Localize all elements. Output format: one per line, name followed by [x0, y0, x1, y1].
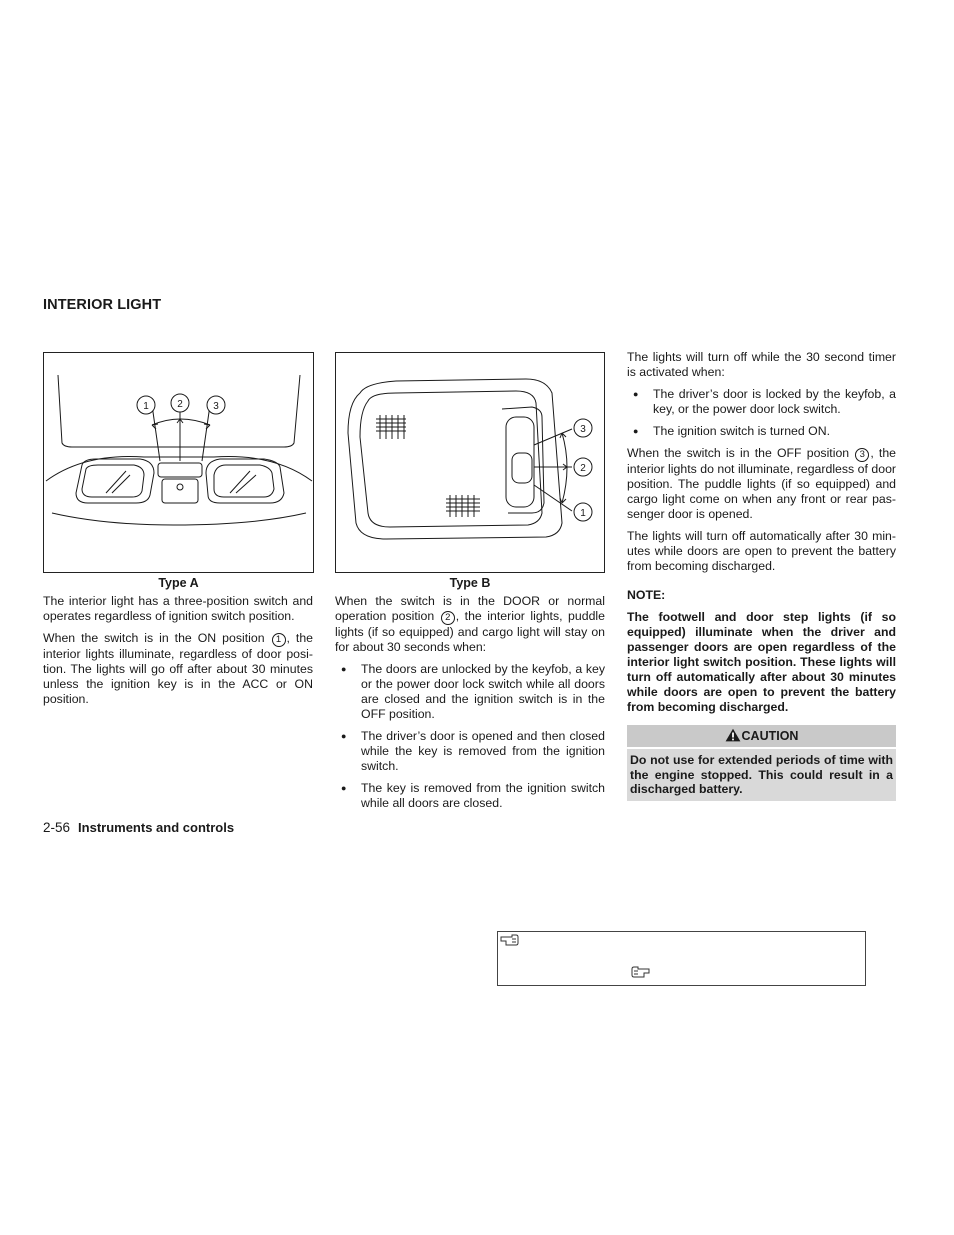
column-2-text [335, 594, 605, 818]
overhead-lamp-illustration-b [336, 353, 604, 572]
list-item: ● The key is removed from the ignition switch while all doors are closed. [335, 781, 605, 811]
overhead-console-illustration-a [44, 353, 313, 572]
list-item: ● The doors are unlocked by the keyfob, a key or the power door lock switch while all doors are closed and the ignition switch is in the OFF position. [335, 662, 605, 722]
figure-type-b [335, 352, 605, 573]
caution-text: Do not use for extended periods of time with the engine stopped. This could result in a discharged battery. [627, 749, 896, 801]
paragraph: The lights will turn off while the 30 second timer is activated when: [627, 350, 896, 379]
paragraph-door-position: When the switch is in the DOOR or normal operation position 2 , the interior lights, puddle lights (if so equipped) and cargo light will stay on for about 30 seconds when: [335, 594, 605, 654]
position-number-3: 3 [855, 448, 869, 462]
position-number-2: 2 [441, 611, 455, 625]
paragraph-off-position: When the switch is in the OFF position 3 , the interior lights do not illuminate, regardless of door position. The puddle lights (if so equipped) and cargo light come on when any front or rear pas-senger door is opened. [627, 446, 896, 521]
caution-header [627, 725, 896, 747]
callout-a-3: 3 [213, 401, 219, 412]
timer-conditions-list [627, 387, 896, 439]
caution-box [627, 725, 896, 801]
section-title: INTERIOR LIGHT [43, 297, 162, 313]
column-1-text [43, 594, 313, 714]
warning-triangle-icon [725, 728, 741, 742]
position-number-1: 1 [272, 633, 286, 647]
callout-b-2: 2 [580, 463, 586, 474]
paragraph: The lights will turn off automatically after 30 min-utes while doors are open to prevent the battery from becoming discharged. [627, 529, 896, 573]
reference-box [497, 931, 866, 986]
callout-b-1: 1 [580, 508, 586, 519]
note-heading: NOTE: [627, 588, 666, 602]
pointing-hand-icon [500, 934, 520, 946]
callout-a-1: 1 [143, 401, 149, 412]
pointing-hand-icon [630, 966, 650, 978]
list-item: ● The ignition switch is turned ON. [627, 424, 896, 439]
figure-a-caption: Type A [158, 576, 199, 590]
chapter-title: Instruments and controls [78, 820, 235, 835]
door-conditions-list [335, 662, 605, 811]
paragraph-on-position: When the switch is in the ON position 1 , the interior lights illuminate, regardless of door posi-tion. The lights will go off after about 30 minutes unless the ignition key is in the ACC or ON position. [43, 631, 313, 706]
list-item: ● The driver’s door is opened and then closed while the key is removed from the ignition switch. [335, 729, 605, 774]
callout-a-2: 2 [177, 399, 183, 410]
figure-type-a [43, 352, 314, 573]
figure-b-caption: Type B [449, 576, 491, 590]
note-body: The footwell and door step lights (if so equipped) illuminate when the driver and passenger doors are open regardless of the interior light switch position. These lights will turn off automatically after about 30 minutes while doors are open to prevent the battery from becoming discharged. [627, 610, 896, 714]
list-item: ● The driver’s door is locked by the keyfob, a key, or the power door lock switch. [627, 387, 896, 417]
page-footer [43, 820, 234, 835]
callout-b-3: 3 [580, 424, 586, 435]
caution-label: CAUTION [741, 729, 799, 743]
paragraph: The interior light has a three-position switch and operates regardless of ignition switch position. [43, 594, 313, 623]
page-number: 2-56 [43, 820, 71, 835]
column-3-text [627, 350, 896, 722]
